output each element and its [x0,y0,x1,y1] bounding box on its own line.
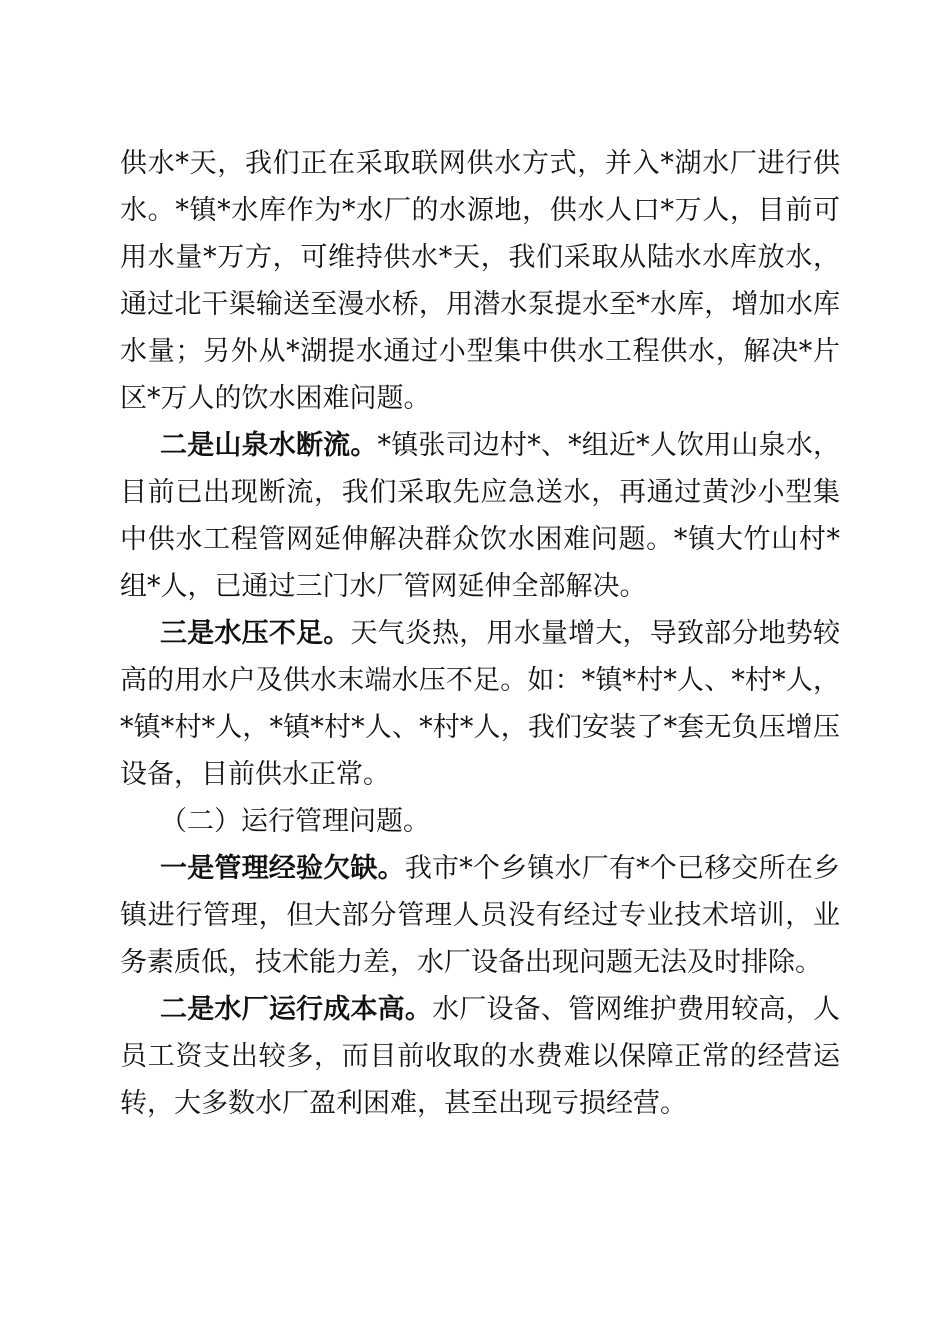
paragraph-heading: 二是水厂运行成本高。 [160,994,433,1025]
document-body [120,140,840,1127]
paragraph-water-supply-plan [120,140,840,422]
section-heading-text: （二）运行管理问题。 [160,806,430,837]
paragraph-low-water-pressure [120,610,840,798]
paragraph-text: 水厂设备、管网维护费用较高，人员工资支出较多，而目前收取的水费难以保障正常的经营运转，大多数水厂盈利困难，甚至出现亏损经营。 [120,994,841,1119]
paragraph-management-experience [120,845,840,986]
paragraph-heading: 二是山泉水断流。 [160,430,378,461]
paragraph-spring-water-cutoff [120,422,840,610]
paragraph-operating-cost [120,986,840,1127]
section-heading-operation-management [120,798,840,845]
paragraph-text: *镇张司边村*、*组近*人饮用山泉水，目前已出现断流，我们采取先应急送水，再通过黄沙小型集中供水工程管网延伸解决群众饮水困难问题。*镇大竹山村*组*人，已通过三门水厂管网延伸全部解决。 [120,430,841,602]
paragraph-heading: 三是水压不足。 [160,618,351,649]
paragraph-text: 我市*个乡镇水厂有*个已移交所在乡镇进行管理，但大部分管理人员没有经过专业技术培训，业务素质低，技术能力差，水厂设备出现问题无法及时排除。 [120,853,841,978]
paragraph-text: 供水*天，我们正在采取联网供水方式，并入*湖水厂进行供水。*镇*水库作为*水厂的水源地，供水人口*万人，目前可用水量*万方，可维持供水*天，我们采取从陆水水库放水，通过北干渠输送至漫水桥，用潜水泵提水至*水库，增加水库水量；另外从*湖提水通过小型集中供水工程供水，解决*片区*万人的饮水困难问题。 [120,148,840,414]
paragraph-text: 天气炎热，用水量增大，导致部分地势较高的用水户及供水末端水压不足。如：*镇*村*人、*村*人，*镇*村*人，*镇*村*人、*村*人，我们安装了*套无负压增压设备，目前供水正常。 [120,618,841,790]
paragraph-heading: 一是管理经验欠缺。 [160,853,405,884]
